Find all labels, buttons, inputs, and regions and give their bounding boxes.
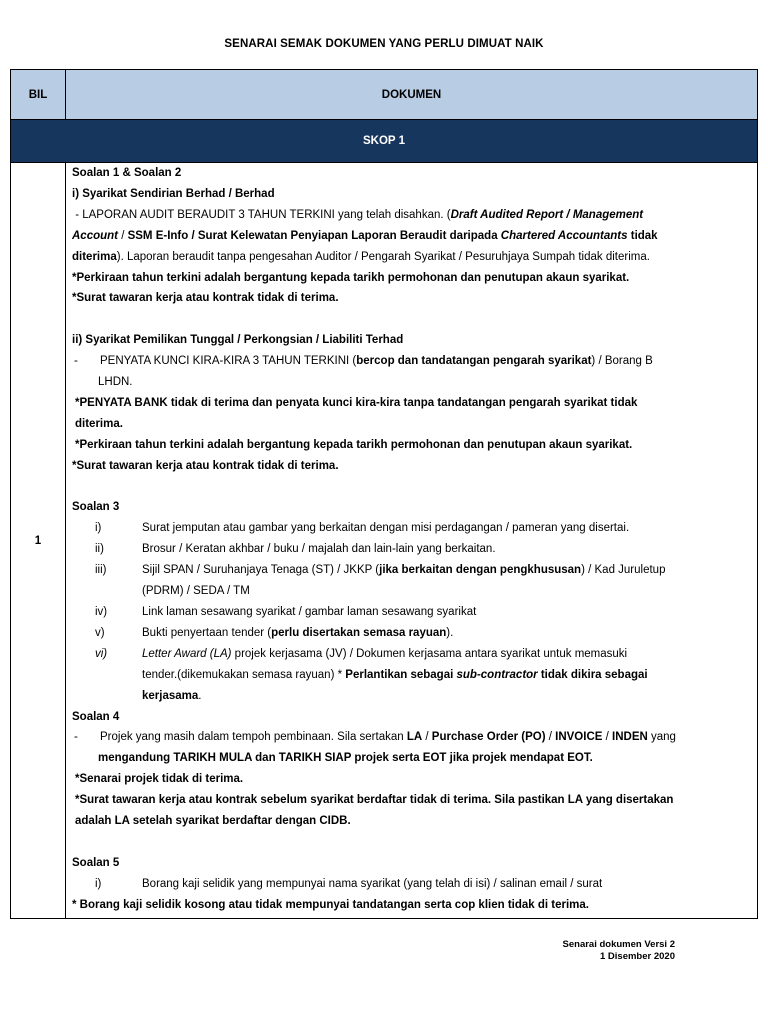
table-row [11, 163, 757, 918]
list-item: vi) Letter Award (LA) projek kerjasama (JV) / Dokumen kerjasama antara syarikat untuk memasuki [95, 647, 628, 660]
text-line: LHDN. [98, 376, 133, 389]
soalan-5-heading: Soalan 5 [72, 856, 120, 869]
checklist-table [10, 69, 758, 919]
text-line: (PDRM) / SEDA / TM [142, 585, 250, 598]
text-line: diterima). Laporan beraudit tanpa pengesahan Auditor / Pengarah Syarikat / Pesuruhjaya Sumpah tidak diterima. [72, 250, 650, 263]
soalan-1-2-heading: Soalan 1 & Soalan 2 [72, 167, 182, 179]
header-bil: BIL [11, 70, 66, 119]
document-title: SENARAI SEMAK DOKUMEN YANG PERLU DIMUAT NAIK [224, 38, 544, 50]
text-line: - PENYATA KUNCI KIRA-KIRA 3 TAHUN TERKINI (bercop dan tandatangan pengarah syarikat) / Borang B [74, 355, 653, 368]
note-line: *Surat tawaran kerja atau kontrak tidak di terima. [72, 292, 339, 305]
note-line: *Surat tawaran kerja atau kontrak sebelum syarikat berdaftar tidak di terima. Sila pastikan LA yang disertakan [75, 794, 674, 807]
version-date: 1 Disember 2020 [600, 951, 675, 962]
soalan-4-heading: Soalan 4 [72, 710, 120, 723]
note-line: *PENYATA BANK tidak di terima dan penyata kunci kira-kira tanpa tandatangan pengarah syarikat tidak [75, 396, 638, 409]
list-item: iii) Sijil SPAN / Suruhanjaya Tenaga (ST) / JKKP (jika berkaitan dengan pengkhususan) / Kad Juruletup [95, 564, 666, 577]
text-line: tender.(dikemukakan semasa rayuan) * Perlantikan sebagai sub-contractor tidak dikira sebagai [142, 668, 648, 681]
note-line: diterima. [75, 417, 123, 430]
header-dokumen: DOKUMEN [381, 88, 442, 101]
row-number: 1 [11, 163, 66, 918]
text-line: mengandung TARIKH MULA dan TARIKH SIAP projek serta EOT jika projek mendapat EOT. [98, 752, 593, 765]
version-label: Senarai dokumen Versi 2 [562, 939, 675, 950]
list-item: ii) Brosur / Keratan akhbar / buku / majalah dan lain-lain yang berkaitan. [95, 543, 496, 556]
version-footer [563, 939, 675, 963]
list-item: i) Borang kaji selidik yang mempunyai nama syarikat (yang telah di isi) / salinan email / surat [95, 877, 603, 890]
text-line: - LAPORAN AUDIT BERAUDIT 3 TAHUN TERKINI yang telah disahkan. (Draft Audited Report / Management [75, 208, 644, 221]
section-header-skop: SKOP 1 [11, 120, 757, 163]
list-item: i) Surat jemputan atau gambar yang berkaitan dengan misi perdagangan / pameran yang disertai. [95, 522, 630, 535]
list-item: iv) Link laman sesawang syarikat / gambar laman sesawang syarikat [95, 606, 477, 618]
subsection-tunggal-heading: ii) Syarikat Pemilikan Tunggal / Perkongsian / Liabiliti Terhad [72, 334, 404, 347]
table-header-row [11, 70, 757, 120]
document-requirements [66, 163, 757, 918]
subsection-sdn-bhd-heading: i) Syarikat Sendirian Berhad / Berhad [72, 187, 275, 200]
text-line: Account / SSM E-Info / Surat Kelewatan Penyiapan Laporan Beraudit daripada Chartered Accountants tidak [72, 229, 658, 242]
text-line: - Projek yang masih dalam tempoh pembinaan. Sila sertakan LA / Purchase Order (PO) / INVOICE / INDEN yang [74, 731, 676, 744]
list-item: v) Bukti penyertaan tender (perlu disertakan semasa rayuan). [95, 626, 454, 639]
note-line: *Perkiraan tahun terkini adalah bergantung kepada tarikh permohonan dan penutupan akaun syarikat. [72, 271, 630, 284]
note-line: adalah LA setelah syarikat berdaftar dengan CIDB. [75, 815, 351, 828]
note-line: *Surat tawaran kerja atau kontrak tidak di terima. [72, 459, 339, 472]
note-line: * Borang kaji selidik kosong atau tidak mempunyai tandatangan serta cop klien tidak di terima. [72, 898, 590, 911]
note-line: *Perkiraan tahun terkini adalah bergantung kepada tarikh permohonan dan penutupan akaun syarikat. [75, 438, 633, 451]
note-line: *Senarai projek tidak di terima. [75, 773, 244, 786]
soalan-3-heading: Soalan 3 [72, 501, 120, 514]
text-line: kerjasama. [142, 689, 202, 702]
